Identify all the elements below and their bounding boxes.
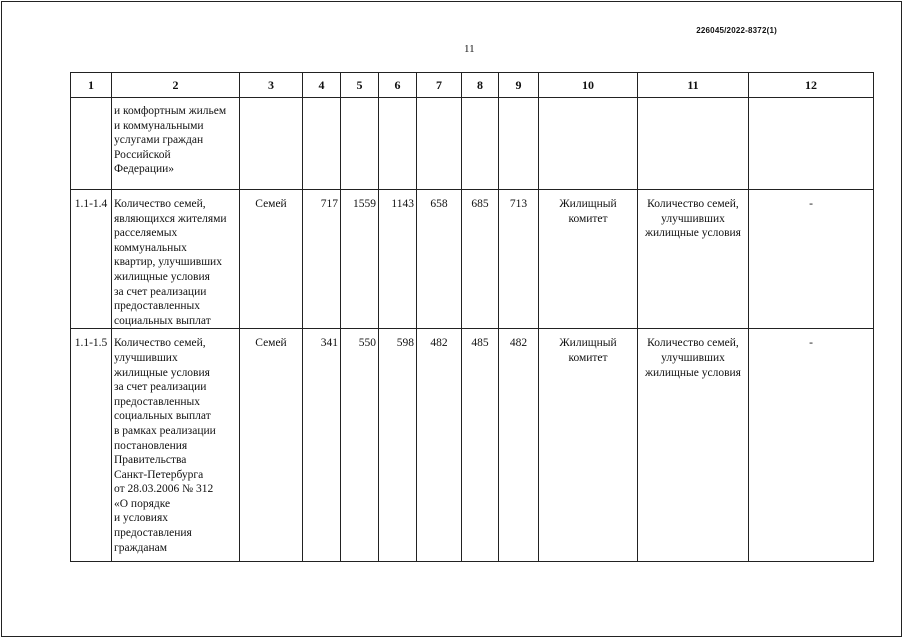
name-line: жилищные условия	[114, 270, 210, 283]
cell-value: 1559	[341, 190, 379, 329]
data-table	[70, 72, 874, 562]
cell-unit	[240, 98, 303, 190]
name-line: за счет реализации	[114, 381, 207, 394]
table-row	[71, 190, 874, 329]
cell-value: 341	[303, 329, 341, 562]
column-header: 2	[112, 73, 240, 98]
indicator-line: улучшивших	[661, 212, 725, 225]
name-line: квартир, улучшивших	[114, 256, 222, 269]
name-line: услугами граждан	[114, 134, 204, 147]
name-line: за счет реализации	[114, 285, 207, 298]
cell-indicator	[638, 329, 749, 562]
cell-value: 482	[417, 329, 462, 562]
cell-value: 482	[499, 329, 539, 562]
name-line: улучшивших	[114, 351, 178, 364]
cell-name	[112, 98, 240, 190]
column-header: 6	[379, 73, 417, 98]
column-header: 11	[638, 73, 749, 98]
cell-value: 717	[303, 190, 341, 329]
name-line: расселяемых	[114, 227, 178, 240]
name-line: «О порядке	[114, 497, 171, 510]
indicator-line: улучшивших	[661, 351, 725, 364]
name-line: Российской	[114, 148, 171, 161]
cell-code	[71, 98, 112, 190]
name-line: социальных выплат	[114, 410, 211, 423]
cell-code: 1.1-1.4	[71, 190, 112, 329]
indicator-line: жилищные условия	[645, 227, 741, 240]
cell-value: 485	[462, 329, 499, 562]
cell-note	[749, 98, 874, 190]
name-line: жилищные условия	[114, 366, 210, 379]
column-header: 8	[462, 73, 499, 98]
name-line: Правительства	[114, 454, 187, 467]
cell-executor	[539, 98, 638, 190]
name-line: Количество семей,	[114, 198, 206, 210]
cell-value	[303, 98, 341, 190]
cell-value: 713	[499, 190, 539, 329]
indicator-line: жилищные условия	[645, 366, 741, 379]
name-line: Санкт-Петербурга	[114, 468, 204, 481]
cell-unit: Семей	[240, 329, 303, 562]
cell-value	[379, 98, 417, 190]
name-line: и коммунальными	[114, 119, 204, 132]
table-row	[71, 329, 874, 562]
name-line: в рамках реализации	[114, 424, 216, 437]
name-line: предоставленных	[114, 395, 201, 408]
cell-note: -	[749, 190, 874, 329]
name-line: социальных выплат	[114, 314, 211, 327]
cell-value: 658	[417, 190, 462, 329]
executor-line: Жилищный	[559, 198, 617, 210]
cell-value	[462, 98, 499, 190]
executor-line: комитет	[568, 351, 608, 364]
executor-line: Жилищный	[559, 337, 617, 350]
cell-value: 685	[462, 190, 499, 329]
cell-note: -	[749, 329, 874, 562]
name-line: предоставления	[114, 527, 192, 540]
name-line: и условиях	[114, 512, 168, 525]
name-line: и комфортным жильем	[114, 105, 227, 117]
indicator-line: Количество семей,	[647, 337, 739, 350]
executor-line: комитет	[568, 212, 608, 225]
column-header: 3	[240, 73, 303, 98]
name-line: Количество семей,	[114, 337, 206, 350]
column-header: 10	[539, 73, 638, 98]
cell-value: 598	[379, 329, 417, 562]
column-header: 4	[303, 73, 341, 98]
indicator-line: Количество семей,	[647, 198, 739, 210]
cell-executor	[539, 190, 638, 329]
cell-value	[499, 98, 539, 190]
cell-unit: Семей	[240, 190, 303, 329]
cell-executor	[539, 329, 638, 562]
table-row-continuation	[71, 98, 874, 190]
column-header: 7	[417, 73, 462, 98]
cell-code: 1.1-1.5	[71, 329, 112, 562]
name-line: от 28.03.2006 № 312	[114, 483, 214, 496]
cell-name	[112, 190, 240, 329]
cell-value: 1143	[379, 190, 417, 329]
name-line: коммунальных	[114, 241, 187, 254]
name-line: гражданам	[114, 541, 168, 554]
header-row	[71, 73, 874, 98]
cell-value: 550	[341, 329, 379, 562]
name-line: постановления	[114, 439, 188, 452]
cell-value	[417, 98, 462, 190]
cell-value	[341, 98, 379, 190]
page-number: 11	[464, 43, 475, 55]
column-header: 12	[749, 73, 874, 98]
cell-indicator	[638, 98, 749, 190]
cell-name	[112, 329, 240, 562]
name-line: являющихся жителями	[114, 212, 227, 225]
column-header: 9	[499, 73, 539, 98]
column-header: 5	[341, 73, 379, 98]
name-line: Федерации»	[114, 163, 175, 176]
name-line: предоставленных	[114, 300, 201, 313]
document-number: 226045/2022-8372(1)	[696, 26, 777, 35]
cell-indicator	[638, 190, 749, 329]
column-header: 1	[71, 73, 112, 98]
